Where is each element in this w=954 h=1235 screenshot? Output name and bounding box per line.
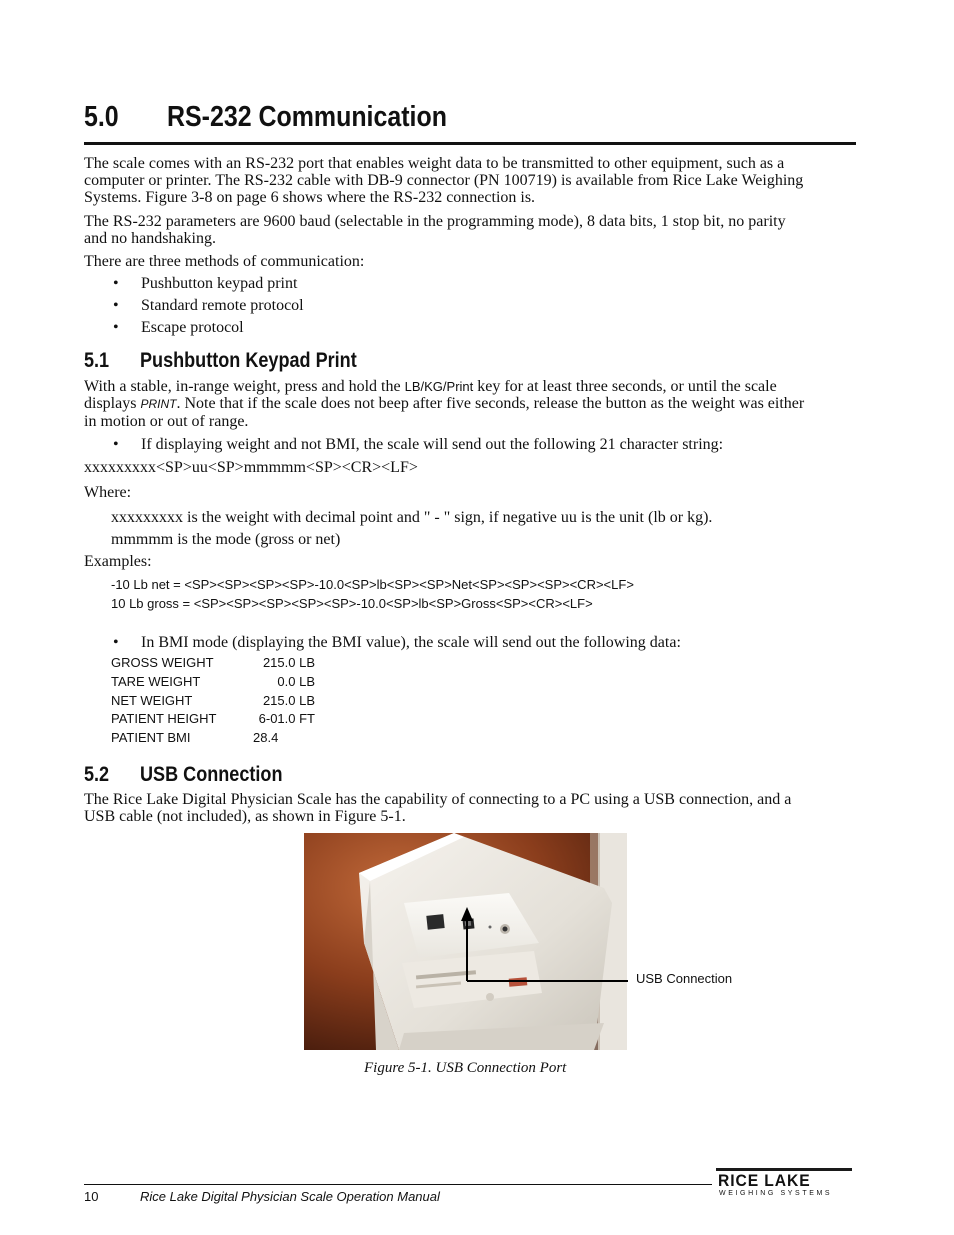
table-row: PATIENT BMI 28.4 bbox=[111, 730, 279, 746]
where-definition-2: mmmmm is the mode (gross or net) bbox=[111, 531, 341, 548]
table-row: GROSS WEIGHT 215.0 LB bbox=[111, 655, 315, 670]
list-item: • Standard remote protocol bbox=[113, 297, 304, 314]
table-row: TARE WEIGHT 0.0 LB bbox=[111, 673, 315, 689]
rice-lake-logo bbox=[716, 1168, 856, 1202]
example-1: -10 Lb net = <SP><SP><SP><SP>-10.0<SP>lb<SP><SP>Net<SP><SP><SP><CR><LF> bbox=[111, 577, 634, 592]
intro-paragraph-1: The scale comes with an RS-232 port that enables weight data to be transmitted to other equipment, such as a computer or printer. The RS-232 cable with DB-9 connector (PN 100719) is available from Rice Lake Weighing Systems. Figure 3-8 on page 6 shows where the RS-232 connection is. bbox=[84, 155, 804, 206]
list-item: • If displaying weight and not BMI, the scale will send out the following 21 character string: bbox=[113, 436, 724, 453]
methods-list bbox=[113, 275, 304, 341]
subsection-number: 5.1 bbox=[84, 349, 110, 372]
string-format: xxxxxxxxx<SP>uu<SP>mmmmm<SP><CR><LF> bbox=[84, 459, 418, 476]
callout-arrow bbox=[460, 905, 630, 985]
where-label: Where: bbox=[84, 484, 132, 501]
intro-paragraph-2: The RS-232 parameters are 9600 baud (selectable in the programming mode), 8 data bits, 1 stop bit, no parity and no handshaking. bbox=[84, 213, 786, 247]
where-definition-1: xxxxxxxxx is the weight with decimal point and " - " sign, if negative uu is the unit (lb or kg). bbox=[111, 509, 713, 526]
logo-tagline: WEIGHING SYSTEMS bbox=[719, 1190, 833, 1197]
list-item: • Pushbutton keypad print bbox=[113, 275, 298, 292]
usb-paragraph: The Rice Lake Digital Physician Scale has the capability of connecting to a PC using a USB connection, and a USB cable (not included), as shown in Figure 5-1. bbox=[84, 791, 792, 825]
examples-label: Examples: bbox=[84, 553, 152, 570]
example-2: 10 Lb gross = <SP><SP><SP><SP><SP>-10.0<SP>lb<SP>Gross<SP><CR><LF> bbox=[111, 596, 593, 611]
page-number: 10 bbox=[84, 1189, 99, 1204]
list-item: • In BMI mode (displaying the BMI value), the scale will send out the following data: bbox=[113, 634, 681, 651]
table-row: PATIENT HEIGHT 6-01.0 FT bbox=[111, 711, 315, 727]
table-row: NET WEIGHT 215.0 LB bbox=[111, 692, 315, 708]
keypad-paragraph: With a stable, in-range weight, press and hold the LB/KG/Print key for at least three seconds, or until the scale displays PRINT. Note that if the scale does not beep after five seconds, release the button as the weight was either in motion or out of range. bbox=[84, 378, 805, 430]
list-item: • Escape protocol bbox=[113, 319, 244, 336]
key-label: LB/KG/Print bbox=[404, 379, 474, 394]
subsection-title: USB Connection bbox=[140, 763, 283, 786]
usb-callout-label: USB Connection bbox=[636, 971, 733, 986]
page-title: RS-232 Communication bbox=[167, 101, 447, 133]
title-rule bbox=[84, 142, 856, 145]
intro-paragraph-3: There are three methods of communication: bbox=[84, 253, 365, 270]
footer-manual-title: Rice Lake Digital Physician Scale Operation Manual bbox=[140, 1189, 440, 1204]
logo-wordmark: RICE LAKE bbox=[718, 1171, 811, 1190]
footer-rule bbox=[84, 1184, 712, 1185]
bmi-data-table bbox=[111, 655, 315, 749]
figure-caption: Figure 5-1. USB Connection Port bbox=[364, 1060, 567, 1076]
display-text: PRINT bbox=[140, 397, 177, 411]
section-number: 5.0 bbox=[84, 101, 119, 133]
subsection-number: 5.2 bbox=[84, 763, 110, 786]
subsection-title: Pushbutton Keypad Print bbox=[140, 349, 357, 372]
